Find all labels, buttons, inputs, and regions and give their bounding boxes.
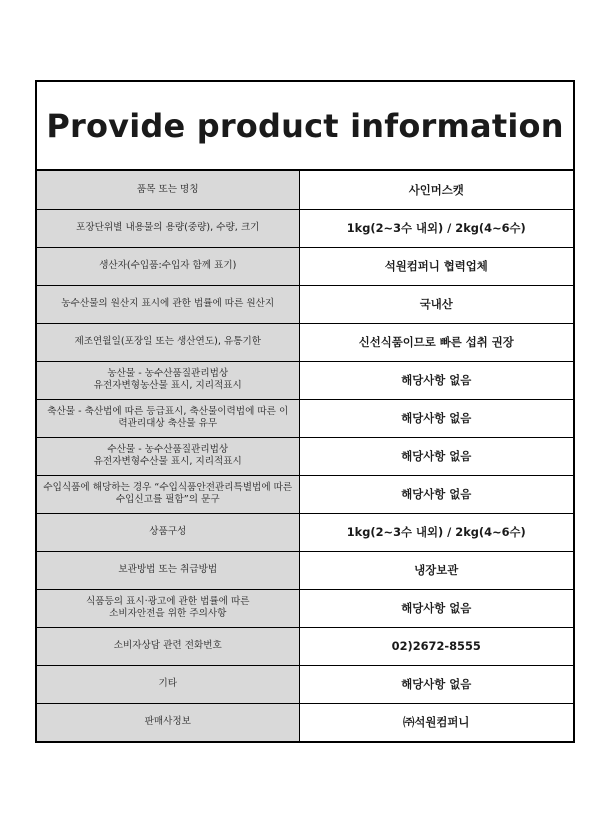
- table-row: [37, 589, 573, 627]
- row-label: 축산물 - 축산법에 따른 등급표시, 축산물이력법에 따른 이 력관리대상 축산물 유무: [37, 399, 299, 437]
- table-row: [37, 703, 573, 741]
- row-value: 신선식품이므로 빠른 섭취 권장: [299, 323, 573, 361]
- row-value: 해당사항 없음: [299, 361, 573, 399]
- table-row: [37, 247, 573, 285]
- row-value: 해당사항 없음: [299, 475, 573, 513]
- product-info-sheet: [35, 80, 575, 743]
- row-label: 소비자상담 관련 전화번호: [37, 627, 299, 665]
- row-label: 판매사정보: [37, 703, 299, 741]
- table-row: [37, 285, 573, 323]
- row-value: 해당사항 없음: [299, 399, 573, 437]
- table-row: [37, 513, 573, 551]
- product-info-table: [37, 171, 573, 741]
- row-label: 생산자(수입품:수입자 함께 표기): [37, 247, 299, 285]
- table-row: [37, 323, 573, 361]
- page-title: Provide product information: [46, 106, 564, 145]
- row-label: 보관방법 또는 취급방법: [37, 551, 299, 589]
- row-value: 석원컴퍼니 협력업체: [299, 247, 573, 285]
- row-value: 사인머스캣: [299, 171, 573, 209]
- table-row: [37, 171, 573, 209]
- table-row: [37, 551, 573, 589]
- table-row: [37, 437, 573, 475]
- table-row: [37, 209, 573, 247]
- table-row: [37, 399, 573, 437]
- row-label: 농산물 - 농수산품질관리법상 유전자변형농산물 표시, 지리적표시: [37, 361, 299, 399]
- title-box: [37, 82, 573, 171]
- row-value: 02)2672-8555: [299, 627, 573, 665]
- row-value: 해당사항 없음: [299, 589, 573, 627]
- row-value: 해당사항 없음: [299, 665, 573, 703]
- row-value: 국내산: [299, 285, 573, 323]
- row-label: 품목 또는 명칭: [37, 171, 299, 209]
- table-row: [37, 627, 573, 665]
- row-value: 1kg(2~3수 내외) / 2kg(4~6수): [299, 513, 573, 551]
- row-value: 해당사항 없음: [299, 437, 573, 475]
- row-value: ㈜석원컴퍼니: [299, 703, 573, 741]
- table-row: [37, 475, 573, 513]
- row-value: 냉장보관: [299, 551, 573, 589]
- row-label: 기타: [37, 665, 299, 703]
- row-label: 포장단위별 내용물의 용량(중량), 수량, 크기: [37, 209, 299, 247]
- row-label: 상품구성: [37, 513, 299, 551]
- row-label: 제조연월일(포장일 또는 생산연도), 유통기한: [37, 323, 299, 361]
- row-label: 수입식품에 해당하는 경우 “수입식품안전관리특별법에 따른 수입신고를 필함”의 문구: [37, 475, 299, 513]
- row-value: 1kg(2~3수 내외) / 2kg(4~6수): [299, 209, 573, 247]
- table-row: [37, 665, 573, 703]
- row-label: 수산물 - 농수산품질관리법상 유전자변형수산물 표시, 지리적표시: [37, 437, 299, 475]
- row-label: 농수산물의 원산지 표시에 관한 법률에 따른 원산지: [37, 285, 299, 323]
- row-label: 식품등의 표시·광고에 관한 법률에 따른 소비자안전을 위한 주의사항: [37, 589, 299, 627]
- table-row: [37, 361, 573, 399]
